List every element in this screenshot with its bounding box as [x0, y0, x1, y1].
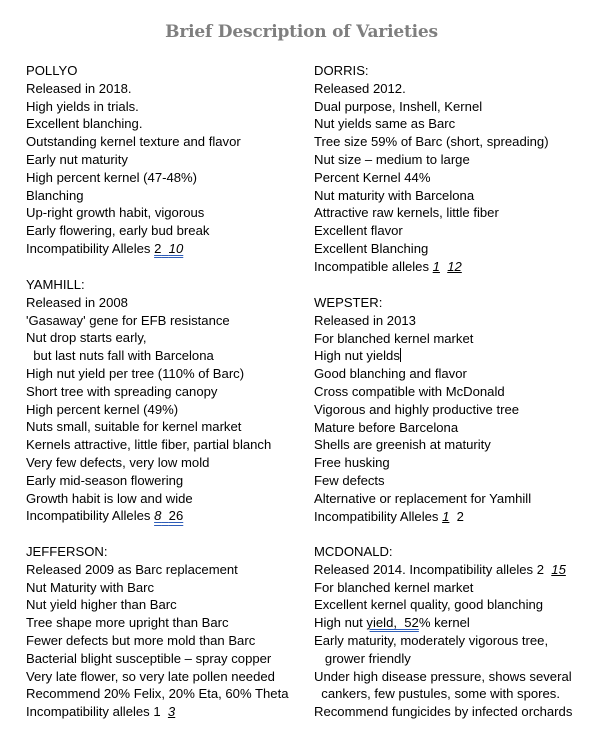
variety-name: POLLYO — [26, 63, 78, 78]
description-line: 'Gasaway' gene for EFB resistance — [26, 312, 230, 328]
allele-a: 8 — [154, 508, 162, 524]
allele-a: 1 — [432, 258, 440, 274]
alleles-label: Incompatibility Alleles — [26, 240, 155, 256]
description-line: Excellent flavor — [314, 223, 403, 239]
description-line: Tree shape more upright than Barc — [26, 615, 229, 631]
allele-sep — [161, 241, 168, 256]
description-line: Tree size 59% of Barc (short, spreading) — [314, 134, 549, 150]
description-line: Excellent kernel quality, good blanching — [314, 597, 544, 613]
description-line: High percent kernel (49%) — [26, 401, 179, 417]
description-line: Recommend 20% Felix, 20% Eta, 60% Theta — [26, 686, 289, 702]
description-line: Early nut maturity — [26, 151, 128, 167]
alleles-label: Incompatibility Alleles — [314, 508, 443, 524]
description-line: Fewer defects but more mold than Barc — [26, 632, 256, 648]
description-line: For blanched kernel market — [314, 579, 474, 595]
description-line: Shells are greenish at maturity — [314, 437, 491, 453]
variety-name: WEPSTER: — [314, 295, 383, 310]
description-line: Percent Kernel 44% — [314, 169, 431, 185]
allele-b: 15 — [551, 561, 566, 577]
description-line: High nut yield per tree (110% of Barc) — [26, 365, 245, 381]
variety-name: MCDONALD: — [314, 544, 393, 559]
alleles-line — [26, 703, 289, 721]
variety-wepster — [314, 294, 531, 525]
variety-pollyo — [26, 62, 241, 258]
description-line: Very few defects, very low mold — [26, 454, 210, 470]
allele-sep — [161, 508, 168, 523]
description-line: Nut size – medium to large — [314, 151, 470, 167]
text-cursor — [400, 348, 401, 362]
description-line: Kernels attractive, little fiber, partial blanch — [26, 437, 272, 453]
allele-b: 3 — [167, 704, 176, 720]
description-line: High percent kernel (47-48%) — [26, 169, 198, 185]
description-line: Released in 2018. — [26, 80, 132, 96]
allele-b: 2 — [456, 508, 464, 524]
description-line[interactable] — [314, 347, 531, 365]
description-line: Nut maturity with Barcelona — [314, 187, 475, 203]
alleles-line — [26, 507, 271, 525]
yield-suffix: % kernel — [418, 615, 470, 631]
description-line: For blanched kernel market — [314, 330, 474, 346]
variety-mcdonald — [314, 543, 572, 721]
variety-yamhill — [26, 276, 271, 525]
description-line: Nuts small, suitable for kernel market — [26, 419, 242, 435]
description-line: Nut Maturity with Barc — [26, 579, 155, 595]
description-line: but last nuts fall with Barcelona — [26, 348, 214, 364]
yield-prefix: High nut — [314, 615, 367, 631]
yield-line — [314, 614, 572, 632]
description-line: grower friendly — [314, 650, 411, 666]
variety-jefferson — [26, 543, 289, 721]
description-line: Released 2009 as Barc replacement — [26, 561, 238, 577]
variety-name: YAMHILL: — [26, 277, 85, 292]
alleles-label: Incompatible alleles — [314, 258, 433, 274]
released-line — [314, 561, 572, 579]
alleles-label: Incompatibility alleles 1 — [26, 704, 168, 720]
description-line: Few defects — [314, 472, 385, 488]
description-line: Good blanching and flavor — [314, 366, 467, 382]
description-line: Under high disease pressure, shows several — [314, 668, 572, 684]
description-line: Cross compatible with McDonald — [314, 383, 505, 399]
description-line: Released in 2008 — [26, 294, 128, 310]
description-line: Free husking — [314, 455, 390, 471]
description-line: Mature before Barcelona — [314, 419, 459, 435]
allele-a: 1 — [442, 508, 450, 524]
variety-dorris — [314, 62, 549, 276]
description-line: Up-right growth habit, vigorous — [26, 205, 205, 221]
description-line: Attractive raw kernels, little fiber — [314, 205, 499, 221]
alleles-line — [26, 240, 241, 258]
allele-sep — [449, 509, 456, 524]
description-line: Alternative or replacement for Yamhill — [314, 490, 532, 506]
released-text: Released 2014. Incompatibility alleles 2 — [314, 561, 552, 577]
description-line: Early mid-season flowering — [26, 472, 184, 488]
alleles-line — [314, 258, 549, 276]
description-line: Nut yields same as Barc — [314, 116, 456, 132]
description-line: cankers, few pustules, some with spores. — [314, 686, 560, 702]
alleles-values-flagged[interactable] — [154, 508, 183, 523]
description-line: Dual purpose, Inshell, Kernel — [314, 98, 483, 114]
description-line: Excellent blanching. — [26, 116, 143, 132]
description-line: Nut drop starts early, — [26, 330, 147, 346]
alleles-values-flagged[interactable] — [154, 241, 183, 256]
description-line: High yields in trials. — [26, 98, 139, 114]
variety-name: DORRIS: — [314, 63, 369, 78]
description-text: High nut yields — [314, 348, 400, 364]
description-line: Nut yield higher than Barc — [26, 597, 177, 613]
allele-b: 26 — [168, 508, 184, 524]
description-line: Early maturity, moderately vigorous tree, — [314, 632, 549, 648]
grammar-flagged-text[interactable]: yield, 52 — [366, 615, 419, 631]
description-line: Recommend fungicides by infected orchards — [314, 704, 573, 720]
description-line: Excellent Blanching — [314, 240, 429, 256]
description-line: Released 2012. — [314, 80, 406, 96]
description-line: Early flowering, early bud break — [26, 223, 210, 239]
description-line: Outstanding kernel texture and flavor — [26, 134, 241, 150]
description-line: Very late flower, so very late pollen needed — [26, 668, 275, 684]
description-line: Bacterial blight susceptible – spray copper — [26, 650, 272, 666]
description-line: Growth habit is low and wide — [26, 490, 193, 506]
description-line: Released in 2013 — [314, 312, 416, 328]
description-line: Short tree with spreading canopy — [26, 383, 218, 399]
alleles-line — [314, 508, 531, 526]
alleles-label: Incompatibility Alleles — [26, 508, 155, 524]
document-title: Brief Description of Varieties — [165, 22, 438, 42]
allele-a: 2 — [154, 240, 162, 256]
allele-b: 10 — [168, 240, 184, 256]
allele-b: 12 — [447, 258, 462, 274]
description-line: Blanching — [26, 187, 84, 203]
description-line: Vigorous and highly productive tree — [314, 401, 520, 417]
variety-name: JEFFERSON: — [26, 544, 108, 559]
